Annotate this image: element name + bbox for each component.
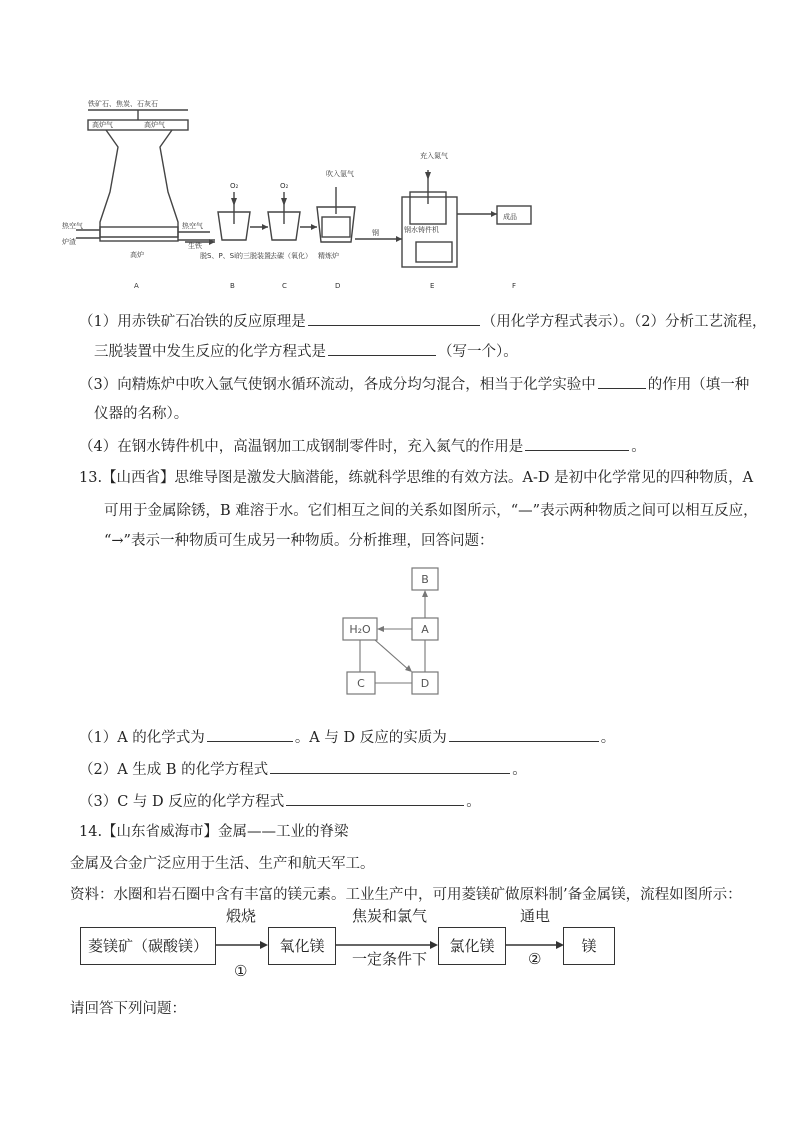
o2-label-c: O₂	[280, 182, 289, 190]
flow-arrow3-top: 通电	[520, 907, 551, 925]
gas-label-right: 高炉气	[144, 121, 165, 129]
flow-box-mgcl2: 氯化镁	[438, 927, 506, 965]
q12-answer-blank-3[interactable]	[598, 374, 646, 389]
flow-box-magnesite: 菱镁矿（碳酸镁）	[80, 927, 216, 965]
flow-arrow1-bottom: ①	[234, 962, 248, 980]
q12-part4-tail: 。	[631, 439, 646, 455]
q12-part3-line	[79, 374, 749, 394]
letter-c: C	[282, 282, 287, 290]
q13-sub1-line	[79, 727, 615, 747]
nitrogen-label: 充入氮气	[420, 152, 448, 160]
q13-sub1-text: （1）A 的化学式为	[79, 730, 205, 746]
q12-part1-text: （1）用赤铁矿石冶铁的反应原理是	[79, 314, 306, 330]
stage-label-d: 精炼炉	[318, 252, 339, 260]
node-h2o-label: H₂O	[349, 623, 371, 636]
q12-part3-text: （3）向精炼炉中吹入氩气使钢水循环流动，各成分均匀混合，相当于化学实验中	[79, 377, 596, 393]
q12-answer-blank-2[interactable]	[328, 341, 436, 356]
q13-sub2-line	[79, 759, 527, 779]
flow-arrow1-top: 煅烧	[226, 907, 257, 925]
letter-e: E	[430, 282, 435, 290]
q12-part1-line	[79, 311, 766, 331]
q13-sub2-text: （2）A 生成 B 的化学方程式	[79, 762, 269, 778]
letter-a: A	[134, 282, 139, 290]
left-input-air: 热空气	[62, 222, 83, 230]
q12-part4-text: （4）在钢水铸件机中，高温钢加工成钢制零件时，充入氮气的作用是	[79, 439, 524, 455]
steelmaking-process-figure	[60, 92, 560, 302]
q12-part3-tail: 的作用（填一种	[647, 377, 750, 393]
right-output-air: 热空气	[182, 222, 203, 230]
stage-label-b: 脱S、P、Si的三脱装置	[200, 252, 272, 260]
q13-sub1-mid: 。A 与 D 反应的实质为	[294, 730, 447, 746]
q13-stem-line3: “→”表示一种物质可生成另一种物质。分析推理，回答问题：	[104, 533, 494, 549]
q14-intro: 金属及合金广泛应用于生活、生产和航天军工。	[70, 856, 375, 872]
q12-part2-text: 三脱装置中发生反应的化学方程式是	[94, 344, 326, 360]
node-c-label: C	[357, 677, 365, 690]
letter-f: F	[512, 282, 517, 290]
q13-sub3-text: （3）C 与 D 反应的化学方程式	[79, 794, 285, 810]
node-b-label: B	[421, 573, 429, 586]
letter-b: B	[230, 282, 235, 290]
node-d-label: D	[420, 677, 430, 690]
product-box-label: 成品	[503, 213, 517, 221]
right-output-iron: 生铁	[188, 242, 202, 250]
q12-answer-blank-1[interactable]	[308, 311, 480, 326]
q12-part4-line	[79, 436, 646, 456]
q13-stem-line1: 13.【山西省】思维导图是激发大脑潜能，练就科学思维的有效方法。A-D 是初中化学常见的四种物质，A	[79, 470, 754, 486]
flow-arrow3-bottom: ②	[528, 950, 542, 968]
q12-part2-tail: （写一个）。	[438, 344, 518, 360]
q12-part2-line	[94, 341, 518, 361]
argon-label: 吹入氩气	[326, 170, 354, 178]
q13-sub1-tail: 。	[600, 730, 616, 746]
node-a-label: A	[421, 623, 429, 636]
stage-label-e: 钢水铸件机	[404, 226, 439, 234]
q14-title: 14.【山东省威海市】金属——工业的脊梁	[79, 824, 349, 840]
q12-part3-line2	[94, 405, 188, 423]
stage-label-c: 去碳（氧化）	[270, 252, 312, 260]
gas-label-left: 高炉气	[92, 121, 113, 129]
q12-part3-cont: 仪器的名称）。	[94, 406, 189, 422]
q13-sub2-tail: 。	[512, 762, 527, 778]
q12-part1-tail: （用化学方程式表示）。（2）分析工艺流程，	[481, 314, 767, 330]
q12-answer-blank-4[interactable]	[525, 436, 629, 451]
stage-label-a: 高炉	[130, 251, 144, 259]
q13-sub3-line	[79, 791, 481, 811]
q13-answer-blank-2[interactable]	[449, 727, 599, 742]
q13-relation-diagram	[335, 560, 455, 700]
q14-material: 资料：水圈和岩石圈中含有丰富的镁元素。工业生产中，可用菱镁矿做原料制’备金属镁，流程如图所示：	[70, 887, 742, 903]
steel-arrow-label: 钢	[372, 229, 379, 237]
q13-stem-line2: 可用于金属除锈，B 难溶于水。它们相互之间的关系如图所示，“—”表示两种物质之间可以相互反应，	[104, 503, 758, 519]
flow-box-mg: 镁	[563, 927, 615, 965]
q13-answer-blank-4[interactable]	[286, 791, 464, 806]
q13-answer-blank-1[interactable]	[207, 727, 293, 742]
q13-answer-blank-3[interactable]	[270, 759, 510, 774]
flow-box-mgo: 氧化镁	[268, 927, 336, 965]
left-input-slag: 炉渣	[62, 238, 76, 246]
q13-sub3-tail: 。	[466, 794, 481, 810]
q14-ask: 请回答下列问题：	[70, 1001, 186, 1017]
top-inputs-label: 铁矿石、焦炭、石灰石	[88, 100, 158, 108]
flow-arrow2-bottom: 一定条件下	[352, 950, 428, 968]
letter-d: D	[335, 282, 341, 290]
flow-arrow2-top: 焦炭和氯气	[352, 907, 428, 925]
o2-label-b: O₂	[230, 182, 239, 190]
